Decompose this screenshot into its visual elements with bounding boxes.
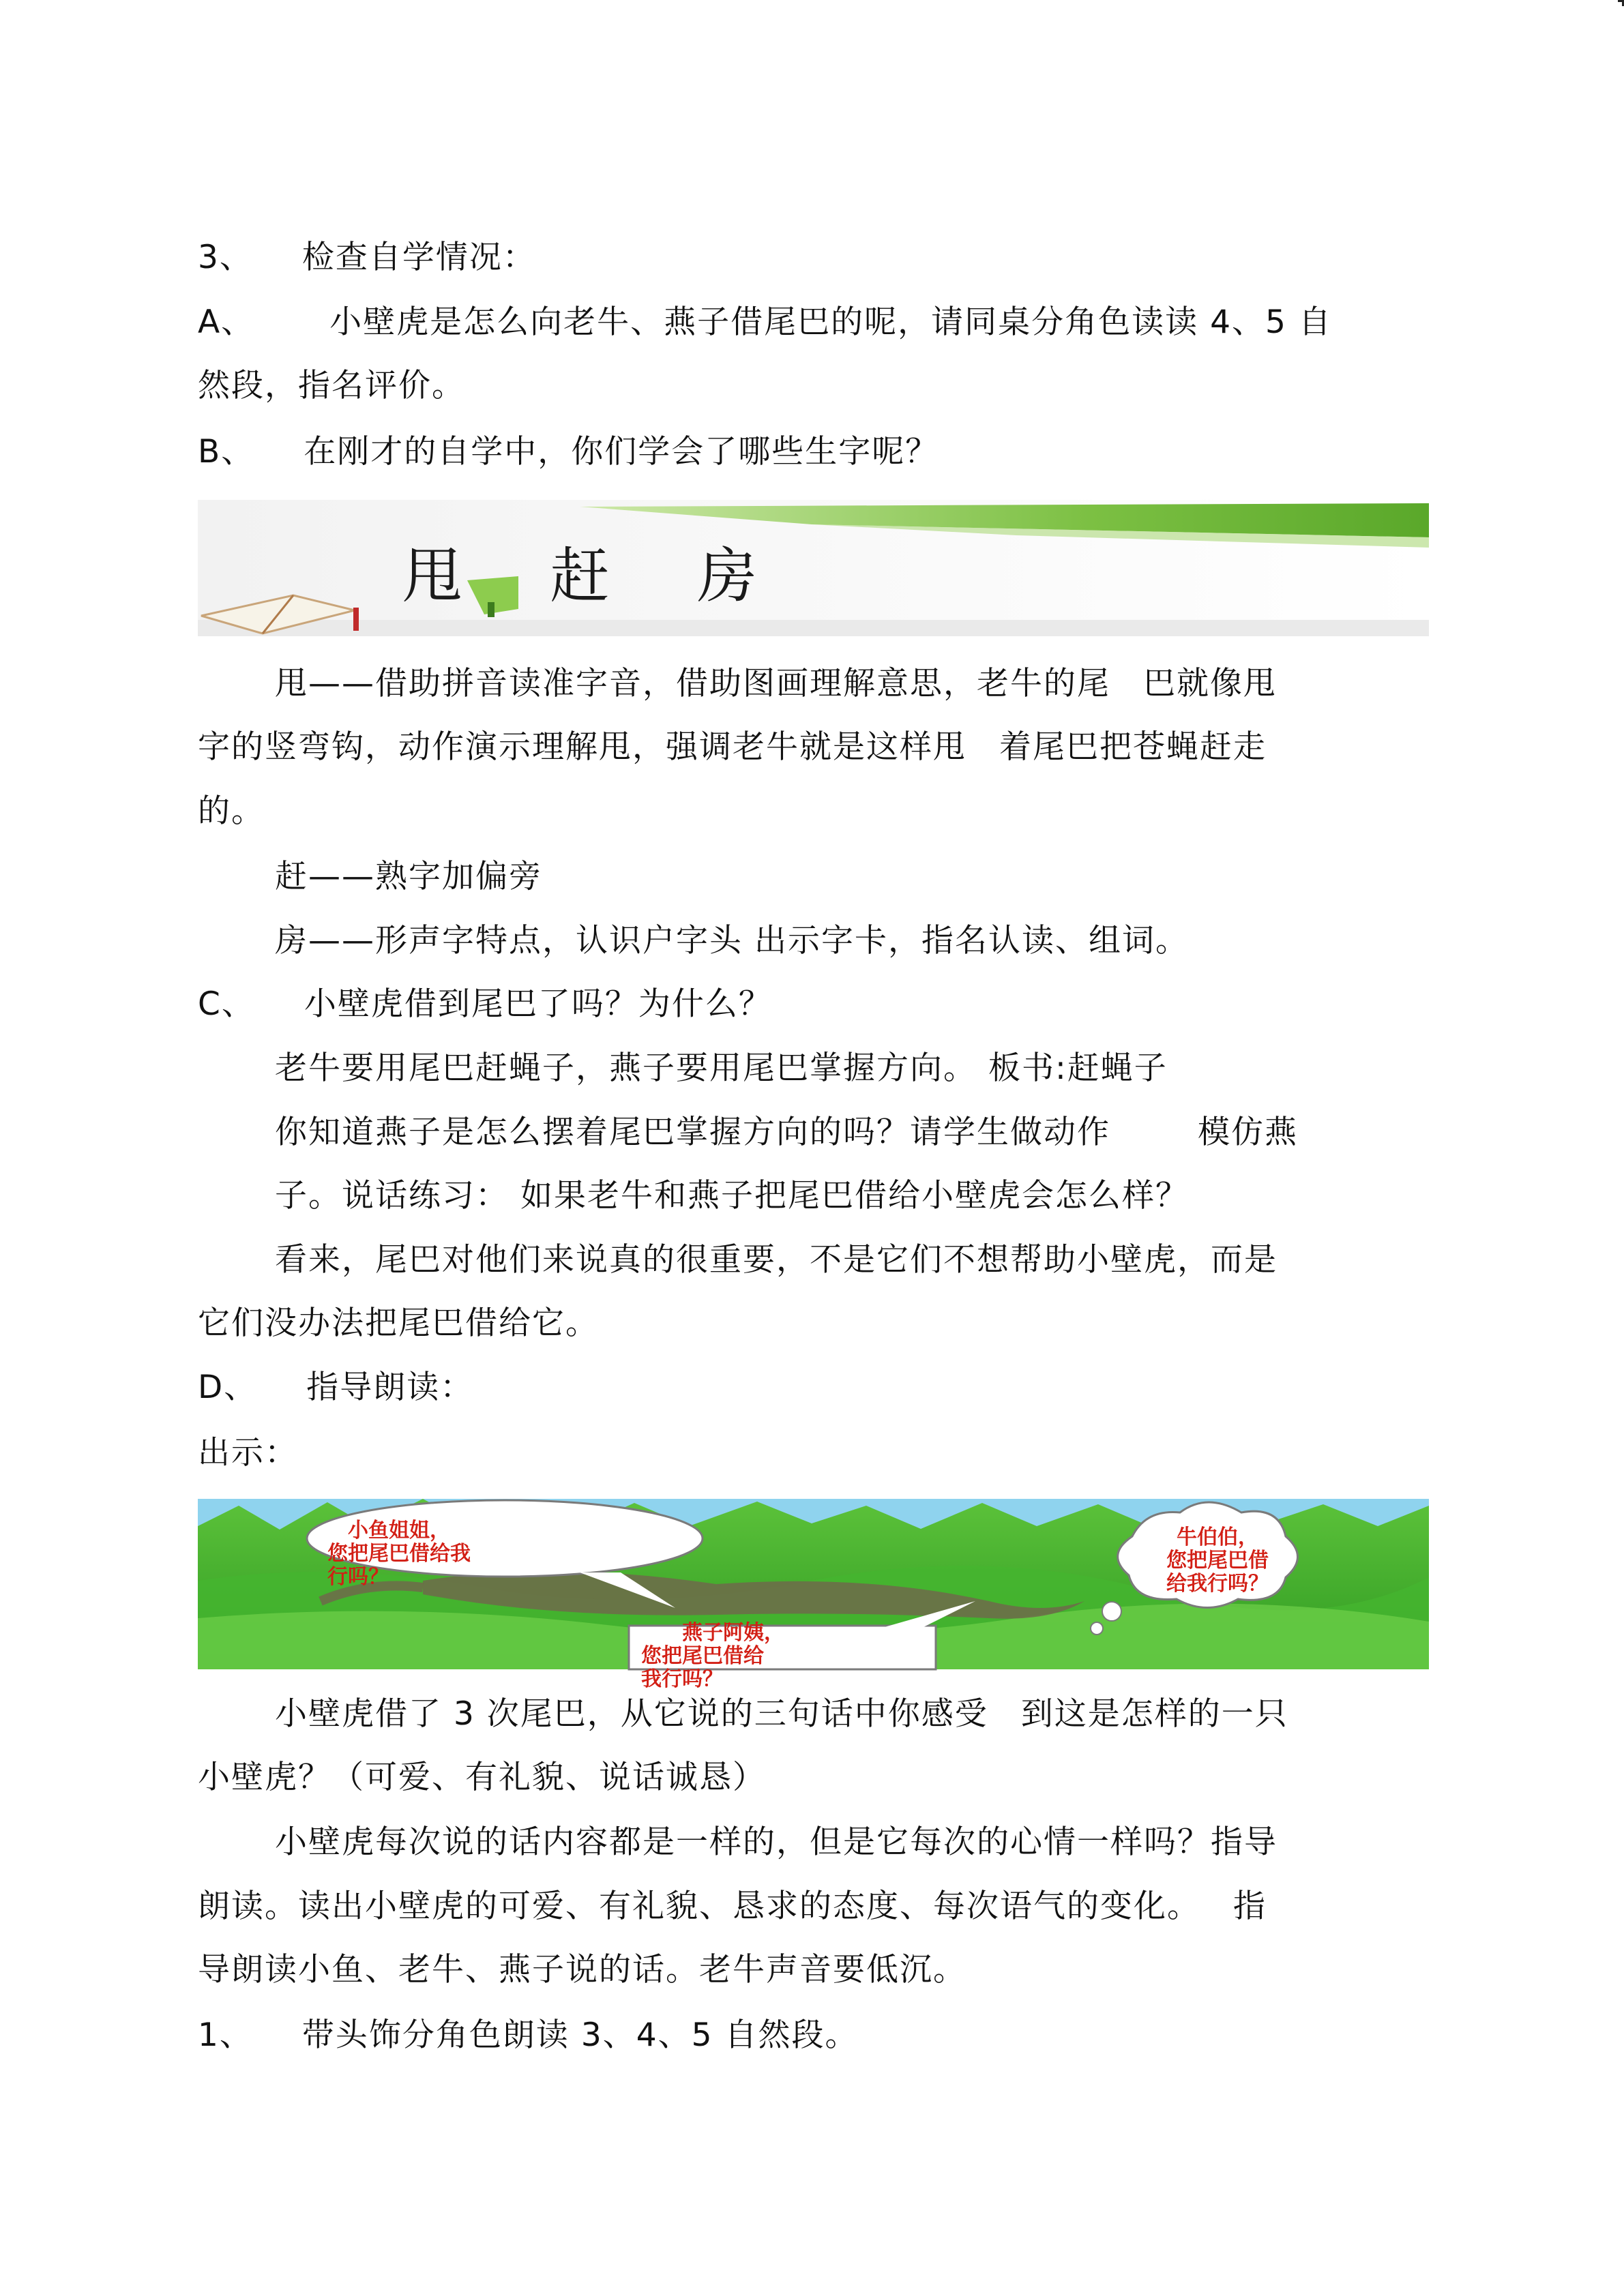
bubble-swallow-line3: 我行吗？ bbox=[641, 1667, 723, 1691]
section-c-line4: 看来，尾巴对他们来说真的很重要，不是它们不想帮助小壁虎，而是 bbox=[275, 1241, 1278, 1279]
reading-p1-line2: 小壁虎？（可爱、有礼貌、说话诚恳） bbox=[198, 1759, 766, 1796]
section-3-marker: 3、 bbox=[198, 239, 253, 276]
section-b bbox=[198, 432, 1429, 473]
character-card-image bbox=[198, 500, 1429, 636]
section-c-line2-a: 你知道燕子是怎么摆着尾巴掌握方向的吗？请学生做动作 bbox=[275, 1114, 1110, 1151]
section-c-line3: 子。说话练习： 如果老牛和燕子把尾巴借给小壁虎会怎么样？ bbox=[275, 1177, 1189, 1214]
reading-p2-line2 bbox=[198, 1886, 1429, 1927]
card-background-graphic bbox=[198, 500, 1429, 636]
section-c-line2 bbox=[275, 1112, 1428, 1153]
section-1 bbox=[198, 2015, 1429, 2056]
section-c-text: 小壁虎借到尾巴了吗？为什么？ bbox=[304, 985, 772, 1023]
reading-p2-b: 朗读。读出小壁虎的可爱、有礼貌、恳求的态度、每次语气的变化。 bbox=[198, 1888, 1200, 1925]
reading-p1-line1 bbox=[275, 1694, 1428, 1735]
shuai-line2-b: 着尾巴把苍蝇赶走 bbox=[999, 728, 1267, 766]
section-d bbox=[198, 1367, 1429, 1408]
bubble-fish-line1: 小鱼姐姐， bbox=[348, 1519, 450, 1542]
reading-p2-line1: 小壁虎每次说的话内容都是一样的，但是它每次的心情一样吗？指导 bbox=[275, 1823, 1278, 1861]
bubble-swallow bbox=[641, 1622, 784, 1691]
shuai-line3: 的。 bbox=[198, 792, 265, 830]
section-b-text: 在刚才的自学中，你们学会了哪些生字呢？ bbox=[304, 433, 939, 471]
section-3-text: 检查自学情况： bbox=[301, 239, 536, 276]
bubble-ox-line1: 牛伯伯， bbox=[1177, 1525, 1258, 1549]
section-c-line5: 它们没办法把尾巴借给它。 bbox=[198, 1304, 599, 1342]
section-a-marker: A、 bbox=[198, 303, 255, 341]
page-corner-mark bbox=[1618, 0, 1624, 6]
bubble-swallow-line2: 您把尾巴借给 bbox=[641, 1644, 764, 1668]
bubble-fish bbox=[327, 1519, 471, 1589]
shuai-line2 bbox=[198, 727, 1429, 768]
show-label: 出示： bbox=[198, 1434, 298, 1472]
bubble-fish-line3: 行吗？ bbox=[327, 1565, 389, 1589]
bubble-fish-line2: 您把尾巴借给我 bbox=[327, 1542, 471, 1566]
shuai-line1-b: 巴就像甩 bbox=[1143, 665, 1277, 702]
shuai-line2-a: 字的竖弯钩，动作演示理解甩，强调老牛就是这样甩 bbox=[198, 728, 966, 766]
reading-p1-a: 小壁虎借了 3 次尾巴，从它说的三句话中你感受 bbox=[275, 1695, 988, 1733]
section-1-text: 带头饰分角色朗读 3、4、5 自然段。 bbox=[301, 2016, 859, 2054]
section-c-line1: 老牛要用尾巴赶蝇子，燕子要用尾巴掌握方向。 板书:赶蝇子 bbox=[275, 1049, 1168, 1087]
section-a-line2: 然段，指名评价。 bbox=[198, 367, 465, 404]
gan-line: 赶——熟字加偏旁 bbox=[275, 858, 542, 895]
section-d-text: 指导朗读： bbox=[306, 1369, 474, 1406]
section-1-marker: 1、 bbox=[198, 2016, 253, 2054]
card-characters: 甩 赶 房 bbox=[402, 541, 791, 611]
story-scene-image bbox=[198, 1499, 1429, 1691]
section-c-marker: C、 bbox=[198, 985, 255, 1023]
bubble-ox-line3: 给我行吗？ bbox=[1166, 1572, 1269, 1596]
reading-p2-line3: 导朗读小鱼、老牛、燕子说的话。老牛声音要低沉。 bbox=[198, 1951, 966, 1988]
reading-p1-b: 到这是怎样的一只 bbox=[1020, 1695, 1288, 1733]
section-c bbox=[198, 984, 1429, 1025]
bubble-swallow-line1: 燕子阿姨， bbox=[682, 1621, 784, 1645]
shuai-line1 bbox=[275, 664, 1428, 704]
section-c-line2-b: 模仿燕 bbox=[1198, 1114, 1298, 1151]
section-a bbox=[198, 302, 1429, 343]
section-b-marker: B、 bbox=[198, 433, 255, 471]
section-d-marker: D、 bbox=[198, 1369, 258, 1406]
reading-p2-c: 指 bbox=[1233, 1888, 1267, 1925]
fang-line: 房——形声字特点，认识户字头 出示字卡，指名认读、组词。 bbox=[275, 922, 1189, 959]
section-a-line1: 小壁虎是怎么向老牛、燕子借尾巴的呢，请同桌分角色读读 4、5 自 bbox=[329, 303, 1332, 341]
shuai-line1-a: 甩——借助拼音读准字音，借助图画理解意思，老牛的尾 bbox=[275, 665, 1110, 702]
bubble-ox-line2: 您把尾巴借 bbox=[1166, 1549, 1269, 1572]
section-3 bbox=[198, 237, 1429, 278]
bubble-ox bbox=[1166, 1526, 1269, 1596]
